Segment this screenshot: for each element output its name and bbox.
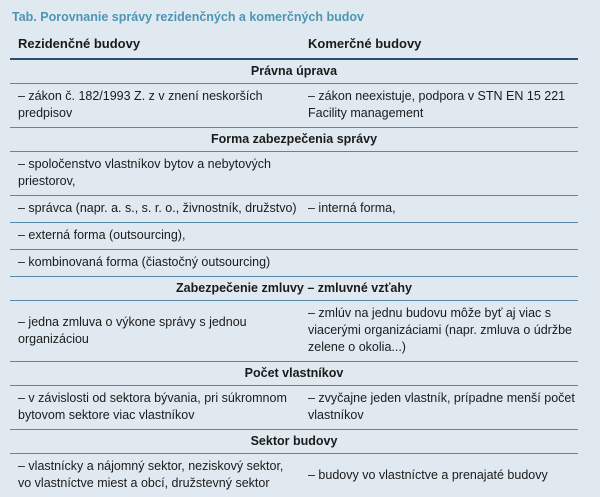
table-cell-right: – zmlúv na jednu budovu môže byť aj viac s viacerými organizáciami (napr. zmluva o údržbe zelene o okolia...) bbox=[308, 306, 572, 354]
table-row bbox=[10, 152, 578, 196]
section-header-management-form: Forma zabezpečenia správy bbox=[10, 128, 578, 152]
table-cell-left: – externá forma (outsourcing), bbox=[18, 228, 186, 242]
table-row bbox=[10, 196, 578, 223]
table-cell-right: – budovy vo vlastníctve a prenajaté budovy bbox=[308, 467, 548, 482]
table-cell-left: – správca (napr. a. s., s. r. o., živnostník, družstvo) bbox=[18, 201, 297, 215]
section-header-owner-count: Počet vlastníkov bbox=[10, 362, 578, 386]
section-header-legal: Právna úprava bbox=[10, 60, 578, 84]
table-row bbox=[10, 250, 578, 277]
table-cell-right bbox=[308, 169, 578, 178]
table-row bbox=[10, 454, 578, 497]
column-header-residential: Rezidenčné budovy bbox=[18, 36, 141, 51]
table-cell-left: – kombinovaná forma (čiastočný outsourcing) bbox=[18, 255, 271, 269]
table-cell-right: – zákon neexistuje, podpora v STN EN 15 221 Facility management bbox=[308, 89, 566, 120]
table-cell-left: – vlastnícky a nájomný sektor, neziskový sektor, vo vlastníctve miest a obcí, družstevný sektor bbox=[18, 459, 284, 490]
section-header-contracts: Zabezpečenie zmluvy – zmluvné vzťahy bbox=[10, 277, 578, 301]
table-cell-left: – spoločenstvo vlastníkov bytov a nebytových priestorov, bbox=[18, 157, 271, 188]
table-row bbox=[10, 84, 578, 128]
table-row bbox=[10, 223, 578, 250]
table-caption: Tab. Porovnanie správy rezidenčných a komerčných budov bbox=[12, 10, 364, 24]
column-header-commercial: Komerčné budovy bbox=[308, 36, 422, 51]
column-header-row bbox=[10, 31, 578, 60]
section-header-building-sector: Sektor budovy bbox=[10, 430, 578, 454]
table-cell-right: – interná forma, bbox=[308, 201, 396, 215]
comparison-table bbox=[10, 31, 578, 497]
table-cell-left: – v závislosti od sektora bývania, pri súkromnom bytovom sektore viac vlastníkov bbox=[18, 391, 287, 422]
table-cell-right bbox=[308, 232, 578, 241]
table-cell-left: – zákon č. 182/1993 Z. z v znení neskorších predpisov bbox=[18, 89, 263, 120]
table-row bbox=[10, 386, 578, 430]
table-cell-left: – jedna zmluva o výkone správy s jednou organizáciou bbox=[18, 314, 247, 346]
table-cell-right bbox=[308, 259, 578, 268]
table-cell-right: – zvyčajne jeden vlastník, prípadne menší počet vlastníkov bbox=[308, 391, 575, 422]
table-row bbox=[10, 301, 578, 362]
